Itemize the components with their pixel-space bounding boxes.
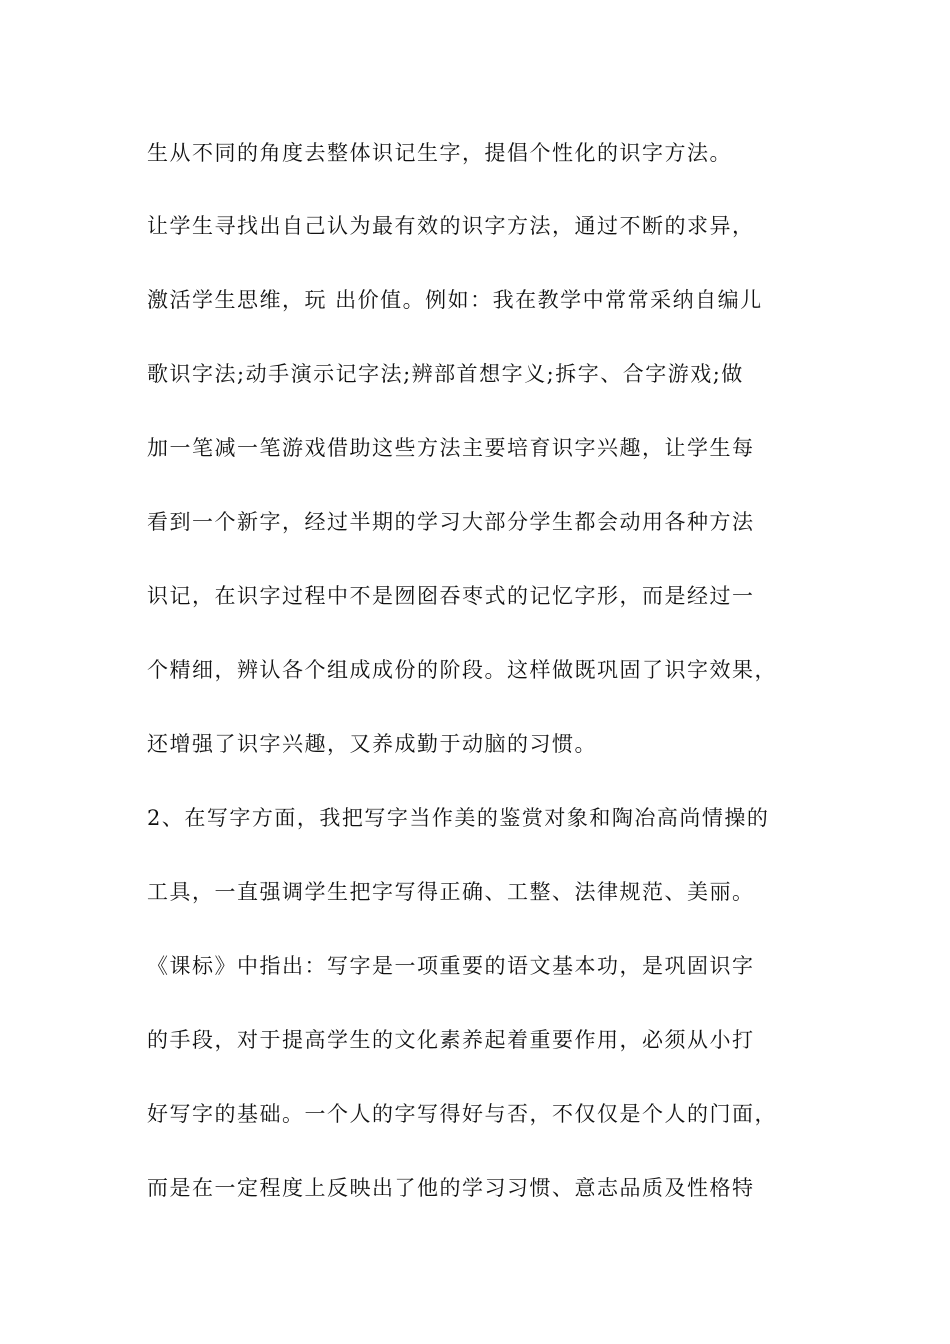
text-line-6: 看到一个新字，经过半期的学习大部分学生都会动用各种方法: [147, 510, 755, 534]
text-line-15: 而是在一定程度上反映出了他的学习习惯、意志品质及性格特: [147, 1176, 755, 1200]
text-line-8: 个精细，辨认各个组成成份的阶段。这样做既巩固了识字效果，: [147, 658, 777, 682]
text-line-4: 歌识字法;动手演示记字法;辨部首想字义;拆字、合字游戏;做: [147, 362, 744, 386]
text-line-12: 《课标》中指出：写字是一项重要的语文基本功，是巩固识字: [147, 954, 755, 978]
text-line-11: 工具，一直强调学生把字写得正确、工整、法律规范、美丽。: [147, 880, 755, 904]
text-line-3: 激活学生思维，玩 出价值。例如：我在教学中常常采纳自编儿: [147, 288, 763, 312]
text-line-7: 识记，在识字过程中不是囫囵吞枣式的记忆字形，而是经过一: [147, 584, 755, 608]
text-line-10: 2、在写字方面，我把写字当作美的鉴赏对象和陶冶高尚情操的: [147, 806, 770, 830]
text-line-5: 加一笔减一笔游戏借助这些方法主要培育识字兴趣，让学生每: [147, 436, 755, 460]
text-line-1: 生从不同的角度去整体识记生字，提倡个性化的识字方法。: [147, 141, 732, 165]
text-line-2: 让学生寻找出自己认为最有效的识字方法，通过不断的求异，: [147, 214, 755, 238]
text-line-9: 还增强了识字兴趣，又养成勤于动脑的习惯。: [147, 732, 597, 756]
text-line-14: 好写字的基础。一个人的字写得好与否，不仅仅是个人的门面，: [147, 1102, 777, 1126]
text-line-13: 的手段，对于提高学生的文化素养起着重要作用，必须从小打: [147, 1028, 755, 1052]
